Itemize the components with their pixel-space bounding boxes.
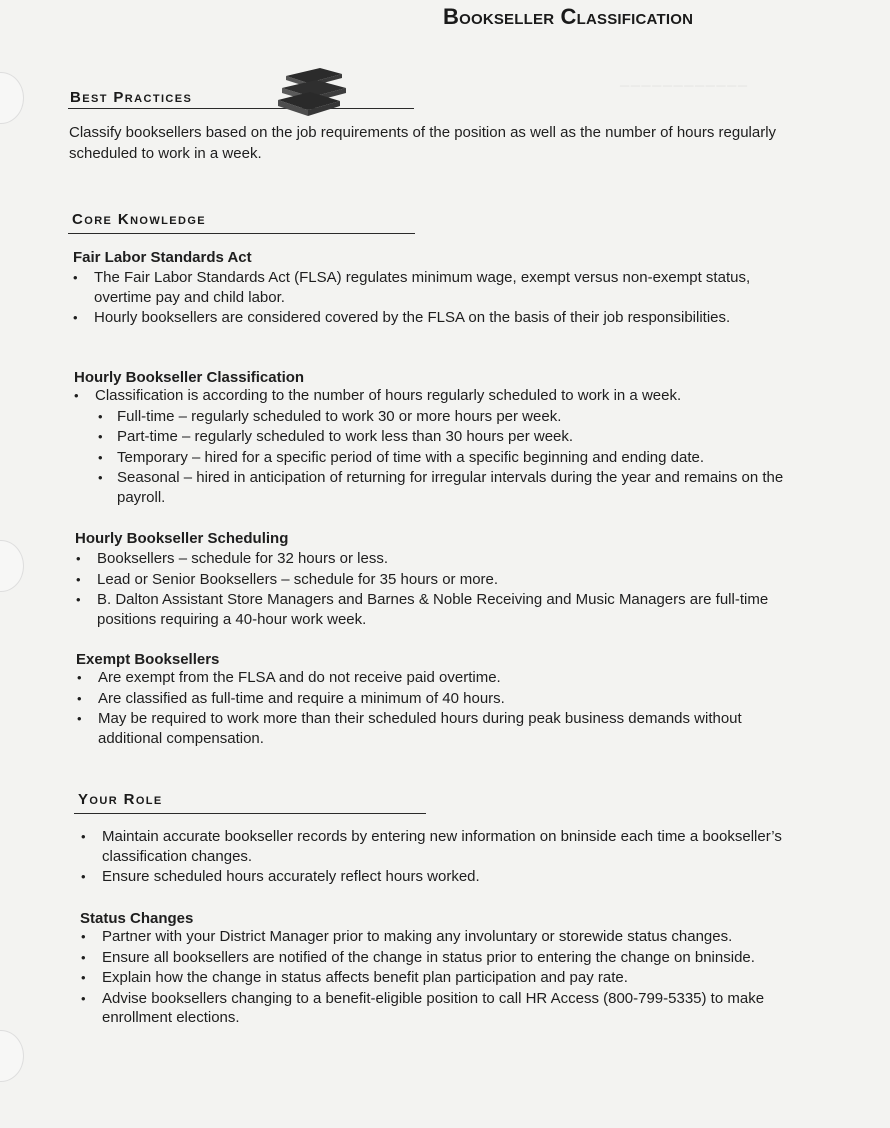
classification-types-list — [95, 407, 806, 508]
list-item: • Ensure all booksellers are notified of the change in status prior to entering the change on bninside. — [78, 948, 803, 968]
list-item: • May be required to work more than their scheduled hours during peak business demands without additional compensation. — [74, 709, 804, 748]
core-knowledge-rule — [68, 233, 415, 234]
books-icon — [276, 66, 350, 118]
classification-intro: Classification is according to the number of hours regularly scheduled to work in a week. — [95, 387, 682, 404]
list-item: • Full-time – regularly scheduled to work 30 or more hours per week. — [95, 407, 806, 427]
list-item: • Booksellers – schedule for 32 hours or less. — [73, 549, 808, 569]
scheduling-heading: Hourly Bookseller Scheduling — [75, 530, 289, 547]
flsa-list — [70, 268, 800, 329]
binder-hole — [0, 540, 24, 592]
list-item: • Partner with your District Manager prior to making any involuntary or storewide status changes. — [78, 927, 803, 947]
best-practices-rule — [68, 108, 414, 109]
list-item: • Seasonal – hired in anticipation of returning for irregular intervals during the year and remains on the payroll. — [95, 468, 806, 507]
list-item: • Advise booksellers changing to a benefit-eligible position to call HR Access (800-799-5335) to make enrollment elections. — [78, 989, 803, 1028]
classification-list — [71, 386, 806, 508]
list-item: • Maintain accurate bookseller records by entering new information on bninside each time a bookseller’s classification changes. — [78, 827, 803, 866]
page-title: Bookseller Classification — [443, 4, 694, 29]
scheduling-list — [73, 549, 808, 630]
exempt-heading: Exempt Booksellers — [76, 651, 220, 668]
list-item: • Are classified as full-time and require a minimum of 40 hours. — [74, 689, 804, 709]
list-item: • Are exempt from the FLSA and do not receive paid overtime. — [74, 668, 804, 688]
your-role-rule — [74, 813, 426, 814]
list-item: • Ensure scheduled hours accurately reflect hours worked. — [78, 867, 803, 887]
list-item: • Temporary – hired for a specific period of time with a specific beginning and ending date. — [95, 448, 806, 468]
classification-heading: Hourly Bookseller Classification — [74, 369, 305, 386]
your-role-list — [78, 827, 803, 888]
list-item — [71, 386, 806, 507]
list-item: • B. Dalton Assistant Store Managers and Barnes & Noble Receiving and Music Managers are full-time positions requiring a 40-hour work week. — [73, 590, 808, 629]
status-changes-heading: Status Changes — [80, 910, 194, 927]
core-knowledge-heading: Core Knowledge — [72, 211, 207, 228]
best-practices-text: Classify booksellers based on the job requirements of the position as well as the number of hours regularly scheduled to work in a week. — [69, 124, 777, 162]
list-item: • The Fair Labor Standards Act (FLSA) regulates minimum wage, exempt versus non-exempt status, overtime pay and child labor. — [70, 268, 800, 307]
your-role-heading: Your Role — [78, 791, 163, 808]
status-changes-list — [78, 927, 803, 1029]
list-item: • Lead or Senior Booksellers – schedule for 35 hours or more. — [73, 570, 808, 590]
list-item: • Part-time – regularly scheduled to work less than 30 hours per week. — [95, 427, 806, 447]
binder-hole — [0, 1030, 24, 1082]
best-practices-heading: Best Practices — [70, 89, 193, 106]
exempt-list — [74, 668, 804, 749]
flsa-heading: Fair Labor Standards Act — [73, 249, 252, 266]
list-item: • Explain how the change in status affects benefit plan participation and pay rate. — [78, 968, 803, 988]
list-item: • Hourly booksellers are considered covered by the FLSA on the basis of their job responsibilities. — [70, 308, 800, 328]
bleed-through-text: ──────────── — [620, 78, 749, 93]
binder-hole — [0, 72, 24, 124]
